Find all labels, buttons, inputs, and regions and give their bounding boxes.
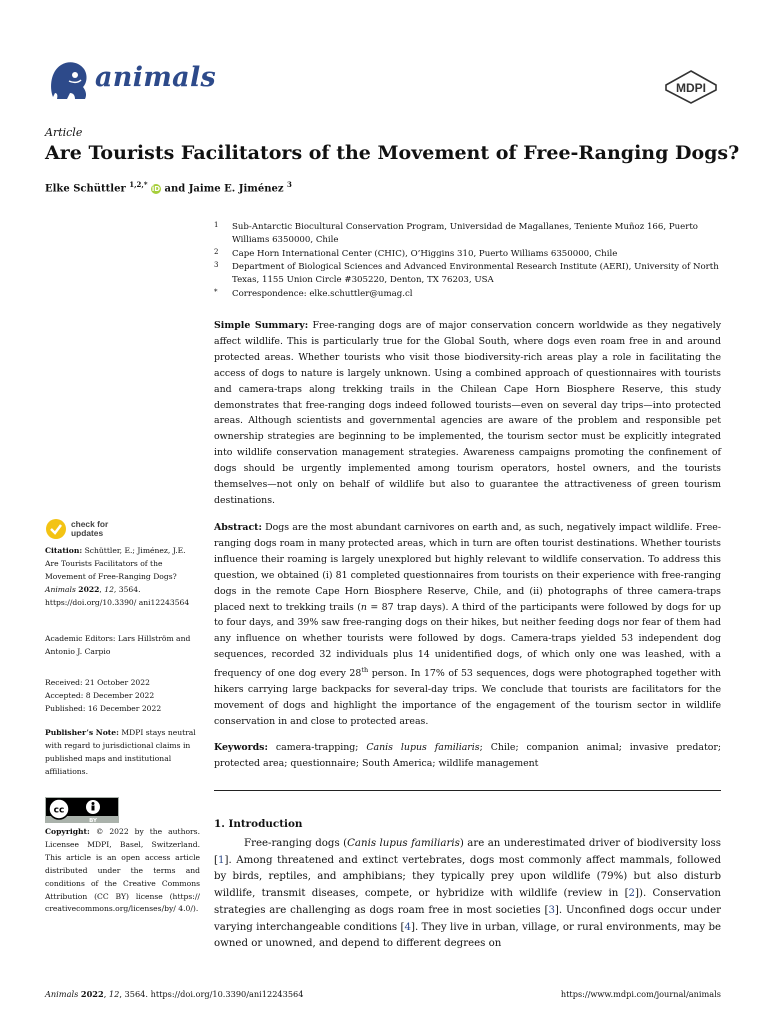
keywords-label: Keywords: (214, 742, 268, 753)
affiliation (214, 288, 719, 301)
mdpi-logo-icon (664, 70, 718, 104)
simple-summary-text: Free-ranging dogs are of major conservation concern worldwide as they negatively affect wildlife. This is particularly true for the Global South, where dogs even roam free in and around protected areas. Whether tourists who visit those biodiversity-rich areas play a role in facilitating the access of dogs to nature is largely unknown. Using a combined approach of questionnaires with tourists and camera-traps along trekking trails in the Chilean Cape Horn Biosphere Reserve, this study demonstrates that free-ranging dogs indeed followed tourists—even on several day trips—into protected areas. Although scientists and governmental agencies are aware of the problem and responsible pet ownership strategies are beginning to be implemented, the tourism sector must be explicitly integrated into wildlife conservation management strategies. Awareness campaigns promoting the confinement of dogs should be urgently implemented among tourism operators, hostel owners, and the tourists themselves—not only on behalf of wildlife but also to guarantee the attractiveness of green tourism destinations. (214, 320, 721, 506)
abstract-text: person. In 17% of 53 sequences, dogs were photographed together with hikers carrying large backpacks for several-day trips. We conclude that tourists are facilitators for the movement of dogs and highlight the importance of the engagement of the tourism sector in wildlife conservation in and close to protected areas. (214, 668, 722, 727)
abstract-label: Abstract: (214, 522, 262, 533)
citation-link[interactable]: 2 (628, 888, 636, 900)
affiliation-text: Department of Biological Sciences and Advanced Environmental Research Institute (AERI), University of North Texas, 1155 Union Circle #305220, Denton, TX 76203, USA (232, 262, 719, 285)
orcid-icon[interactable]: iD (151, 185, 161, 194)
published-date: Published: 16 December 2022 (45, 704, 162, 713)
simple-summary-label: Simple Summary: (214, 320, 309, 331)
citation-journal: Animals (45, 584, 76, 594)
author-conjunction: and (164, 183, 186, 195)
publisher-note-label: Publisher’s Note: (45, 728, 119, 737)
copyright-block (45, 826, 200, 916)
author-affiliation-marker: 3 (287, 180, 292, 189)
affiliation-number: 3 (214, 261, 219, 269)
citation-year: 2022 (78, 584, 100, 594)
affiliation-text: Cape Horn International Center (CHIC), O’Higgins 310, Puerto Williams 6350000, Chile (232, 249, 618, 259)
copyright-label: Copyright: (45, 827, 90, 836)
publisher-note (45, 727, 200, 779)
intro-paragraph (214, 836, 721, 953)
affiliation (214, 221, 719, 247)
article-type: Article (45, 126, 83, 139)
section-divider (214, 790, 721, 791)
publisher-note-text: MDPI stays neutral with regard to jurisdictional claims in published maps and institutional affiliations. (45, 728, 196, 776)
keywords-text: camera-trapping; (275, 742, 367, 753)
abstract-superscript: th (361, 666, 369, 675)
check-for-updates-icon (45, 518, 67, 540)
updates-label: updates (71, 528, 104, 538)
svg-text:cc: cc (53, 805, 65, 816)
author-name[interactable]: Jaime E. Jiménez (188, 183, 284, 195)
abstract-text: Dogs are the most abundant carnivores on earth and, as such, negatively impact wildlife. Free-ranging dogs roam in many protected areas, which in turn are often tourist destinations. Whether tourists influence their roaming is largely unexplored but highly relevant to wildlife conservation. To address this question, we obtained (i) 81 completed questionnaires from tourists on their experience with free-ranging dogs in the remote Cape Horn Biosphere Reserve, Chile, and (ii) photographs of three camera-traps placed next to trekking trails ( (214, 522, 721, 613)
intro-italic: Canis lupus familiaris (347, 838, 460, 849)
footer-doi[interactable]: , 3564. https://doi.org/10.3390/ani12243564 (119, 989, 304, 999)
affiliation (214, 261, 719, 287)
affiliation (214, 248, 719, 261)
affiliation-text: Sub-Antarctic Biocultural Conservation Program, Universidad de Magallanes, Teniente Muñoz 166, Puerto Williams 6350000, Chile (232, 222, 698, 245)
academic-editors: Academic Editors: Lars Hillström and Antonio J. Carpio (45, 634, 191, 656)
citation-label: Citation: (45, 546, 83, 555)
cc-by-license-icon[interactable] (45, 797, 119, 823)
abstract-italic: n (360, 601, 367, 613)
author-name[interactable]: Elke Schüttler (45, 183, 126, 195)
abstract-text: = 87 trap days). A third of the participants were followed by dogs for up to four days, and 39% saw free-ranging dogs on their hikes, but neither feeding dogs nor fear of them had any influence on whether tourists were followed by dogs. Camera-traps yielded 53 independent dog sequences, recorded 32 individuals plus 14 unidentified dogs, of which only one was leashed, with a frequency of one dog every 28 (214, 601, 721, 680)
gorilla-logo-icon (45, 57, 91, 103)
affiliation-number: 2 (214, 248, 219, 256)
footer-journal-url[interactable]: https://www.mdpi.com/journal/animals (560, 989, 721, 999)
citation-doi[interactable]: , 3564. https://doi.org/10.3390/ ani12243564 (45, 584, 190, 607)
intro-text: Free-ranging dogs ( (244, 838, 348, 849)
footer-year: 2022 (80, 989, 104, 999)
intro-text: ) are an underestimated driver of biodiversity loss [ (214, 838, 721, 866)
affiliation-text: Correspondence: elke.schuttler@umag.cl (232, 289, 413, 299)
journal-name: animals (95, 62, 217, 93)
article-title: Are Tourists Facilitators of the Movement of Free-Ranging Dogs? (45, 142, 740, 164)
copyright-text: © 2022 by the authors. Licensee MDPI, Basel, Switzerland. This article is an open access article distributed under the terms and conditions of the Creative Commons Attribution (CC BY) license (https:// creativecommons.org/licenses/by/ 4.0/). (45, 827, 200, 914)
citation-link[interactable]: 4 (404, 921, 411, 933)
intro-text: ]). Conservation strategies are challenging as dogs roam free in most societies [ (214, 888, 721, 916)
citation-block: Citation: Schüttler, E.; Jiménez, J.E. Are Tourists Facilitators of the Movement of Free-Ranging Dogs? Animals 2022, 12, 3564. https://doi.org/10.3390/ ani12243564 (45, 546, 190, 607)
footer-citation: Animals 2022, 12, 3564. https://doi.org/10.3390/ani12243564 (45, 989, 304, 999)
author-affiliation-marker: 1,2, (129, 180, 144, 189)
citation-volume: 12 (104, 584, 114, 594)
affiliation-number: 1 (214, 221, 219, 229)
footer-volume: 12 (108, 989, 120, 999)
check-for-label: check for (71, 519, 109, 529)
citation-link[interactable]: 1 (217, 854, 225, 866)
intro-text: ]. Among threatened and extinct vertebrates, dogs most commonly affect mammals, followed by birds, reptiles, and amphibians; they typically prey upon wildlife (79%) but also disturb wildlife, transmit diseases, compete, or hybridize with wildlife (review in [ (214, 854, 721, 900)
check-for-updates-badge[interactable] (45, 518, 108, 540)
footer-journal: Animals (45, 989, 79, 999)
author-list (45, 180, 292, 194)
keywords-text: ; Chile; companion animal; invasive predator; protected area; questionnaire; South America; wildlife management (214, 742, 721, 769)
affiliation-number: * (214, 288, 218, 296)
accepted-date: Accepted: 8 December 2022 (45, 691, 155, 700)
received-date: Received: 21 October 2022 (45, 678, 150, 687)
intro-text: ]. They live in urban, village, or rural environments, may be owned or unowned, and depend to different degrees on (214, 921, 721, 950)
simple-summary (214, 318, 721, 509)
citation-text: Schüttler, E.; Jiménez, J.E. Are Tourists Facilitators of the Movement of Free-Ranging Dogs? (45, 546, 186, 581)
abstract (214, 520, 721, 730)
keywords (214, 740, 721, 772)
intro-text: ]. Unconfined dogs occur under varying interchangeable conditions [ (214, 904, 721, 933)
mdpi-logo-text: MDPI (676, 81, 706, 95)
citation-link[interactable]: 3 (548, 904, 555, 916)
cc-by-label: BY (89, 818, 97, 823)
keywords-italic: Canis lupus familiaris (366, 742, 480, 753)
section-heading: 1. Introduction (214, 818, 303, 830)
corresponding-marker: * (143, 180, 148, 189)
